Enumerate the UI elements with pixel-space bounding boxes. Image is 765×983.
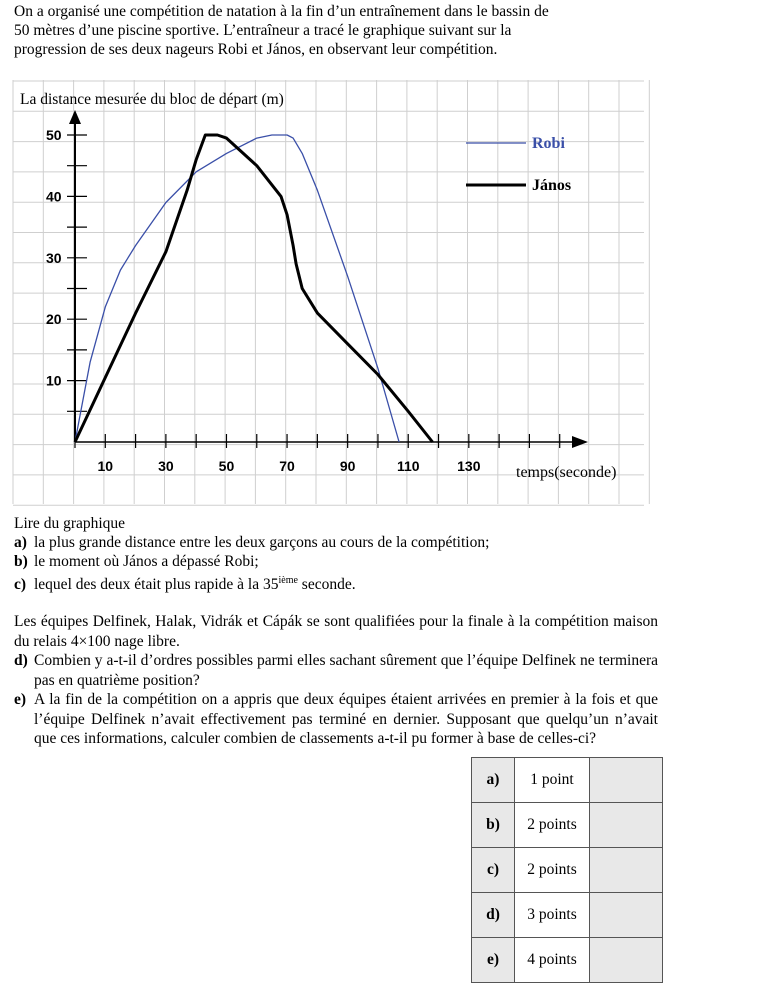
question-key: d) (14, 652, 28, 669)
x-tick-label: 90 (339, 458, 356, 474)
y-axis-label: La distance mesurée du bloc de départ (m) (20, 91, 284, 108)
question-b (14, 552, 664, 571)
question-d (14, 651, 658, 690)
question-text: lequel des deux était plus rapide à la 35 (34, 576, 279, 594)
score-key: c) (472, 848, 515, 893)
score-points: 2 points (515, 803, 590, 848)
y-tick-label: 30 (46, 249, 62, 266)
question-text: la plus grande distance entre les deux garçons au cours de la compétition; (34, 534, 490, 551)
question-tail: seconde. (297, 576, 356, 594)
relay-section (14, 612, 658, 749)
y-tick-label: 50 (46, 127, 62, 143)
question-text: A la fin de la compétition on a appris que deux équipes étaient arrivées en premier à la fois et que l’équipe Delfinek n’avait effectivement pas terminé en dernier. Supposant que quelqu’un n’avait que ces informations, calculer combien de classements a-t-il pu former à base de celles-ci? (34, 691, 658, 747)
x-tick-label: 10 (97, 458, 114, 474)
series-line-jnos (75, 135, 433, 442)
score-points: 2 points (515, 848, 590, 893)
y-axis-arrow (69, 110, 81, 124)
chart-axes (46, 110, 588, 474)
score-key: b) (472, 803, 515, 848)
score-row (472, 758, 663, 803)
score-points: 3 points (515, 893, 590, 938)
x-axis-arrow (572, 436, 588, 448)
score-empty (590, 938, 663, 983)
question-text: Combien y a-t-il d’ordres possibles parmi elles sachant sûrement que l’équipe Delfinek ne terminera pas en quatrième position? (34, 652, 658, 689)
score-key: a) (472, 758, 515, 803)
question-a (14, 533, 664, 552)
question-key: b) (14, 553, 28, 570)
swim-chart (0, 80, 765, 512)
question-c (14, 571, 664, 594)
intro-line: 50 mètres d’une piscine sportive. L’entraîneur a tracé le graphique suivant sur la (14, 22, 512, 39)
score-empty (590, 803, 663, 848)
x-tick-label: 50 (218, 458, 235, 474)
question-key: a) (14, 534, 27, 551)
questions-title: Lire du graphique (14, 515, 126, 532)
question-key: c) (14, 576, 27, 594)
score-row (472, 938, 663, 983)
score-points: 4 points (515, 938, 590, 983)
question-text: le moment où János a dépassé Robi; (34, 553, 259, 570)
x-tick-label: 110 (396, 458, 420, 474)
question-sup: ième (278, 575, 298, 586)
score-row (472, 803, 663, 848)
legend-label: János (532, 177, 572, 194)
score-points: 1 point (515, 758, 590, 803)
x-tick-label: 130 (457, 458, 481, 474)
score-key: e) (472, 938, 515, 983)
y-tick-label: 20 (46, 311, 62, 328)
relay-intro: Les équipes Delfinek, Halak, Vidrák et Cápák se sont qualifiées pour la finale à la compétition maison du relais 4×100 nage libre. (14, 613, 658, 650)
score-key: d) (472, 893, 515, 938)
intro-text (14, 2, 754, 59)
score-empty (590, 848, 663, 893)
score-row (472, 893, 663, 938)
graph-questions (14, 514, 664, 594)
chart-legend (466, 135, 571, 194)
question-key: e) (14, 691, 27, 708)
intro-line: progression de ses deux nageurs Robi et János, en observant leur compétition. (14, 41, 498, 58)
y-tick-label: 40 (46, 188, 62, 205)
score-empty (590, 893, 663, 938)
score-empty (590, 758, 663, 803)
series-line-robi (75, 135, 399, 442)
x-axis-label: temps(seconde) (516, 464, 617, 481)
x-tick-label: 70 (279, 458, 295, 474)
x-tick-label: 30 (158, 458, 174, 474)
intro-line: On a organisé une compétition de natation à la fin d’un entraînement dans le bassin de (14, 3, 549, 20)
chart-series (75, 135, 433, 442)
question-e (14, 690, 658, 749)
score-table (471, 757, 663, 983)
legend-label: Robi (532, 135, 565, 152)
score-row (472, 848, 663, 893)
y-tick-label: 10 (46, 372, 62, 389)
